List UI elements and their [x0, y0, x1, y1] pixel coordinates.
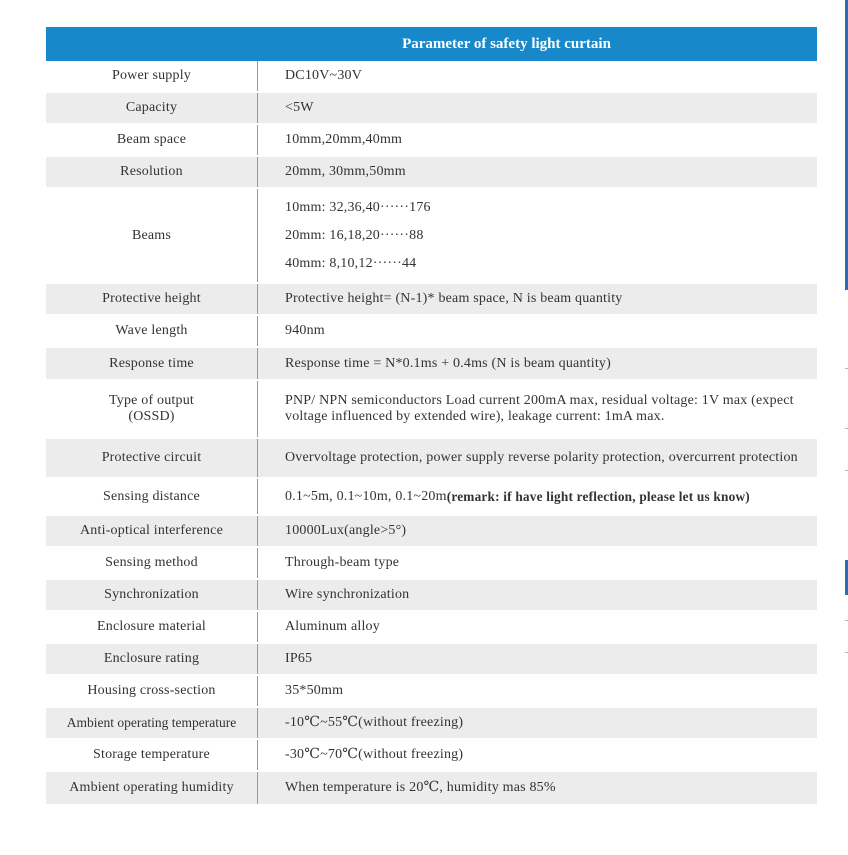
- row-label: Protective height: [46, 284, 258, 314]
- row-value: Protective height= (N-1)* beam space, N is beam quantity: [285, 291, 623, 306]
- row-value: [258, 439, 817, 477]
- row-label: Anti-optical interference: [46, 516, 258, 546]
- table-row: [46, 316, 817, 348]
- table-row: [46, 125, 817, 157]
- row-label: Housing cross-section: [46, 676, 258, 706]
- table-row: [46, 612, 817, 644]
- row-label: Resolution: [46, 157, 258, 187]
- row-label: Response time: [46, 348, 258, 379]
- row-label: Synchronization: [46, 580, 258, 610]
- row-value: Through-beam type: [285, 555, 400, 570]
- row-label: Protective circuit: [46, 439, 258, 477]
- table-row: [46, 479, 817, 516]
- row-label: Power supply: [46, 61, 258, 91]
- row-value-text: Overvoltage protection, power supply reverse polarity protection, overcurrent protection: [285, 450, 798, 465]
- row-label: Enclosure rating: [46, 644, 258, 674]
- row-value: 10mm,20mm,40mm: [285, 132, 403, 147]
- row-value: 940nm: [285, 323, 325, 338]
- row-value: Response time = N*0.1ms + 0.4ms (N is beam quantity): [285, 355, 611, 371]
- row-value: [258, 479, 817, 514]
- spec-table: [46, 27, 817, 806]
- row-label: Enclosure material: [46, 612, 258, 642]
- row-value: [258, 189, 817, 282]
- row-value: [258, 381, 817, 437]
- table-row: [46, 772, 817, 806]
- table-row: [46, 157, 817, 189]
- table-row: [46, 348, 817, 381]
- table-row: [46, 189, 817, 284]
- row-label: Wave length: [46, 316, 258, 346]
- row-value: IP65: [285, 651, 313, 666]
- table-row: [46, 439, 817, 479]
- row-value: <5W: [285, 100, 314, 115]
- table-row: [46, 93, 817, 125]
- row-label: Beam space: [46, 125, 258, 155]
- row-label: Beams: [46, 189, 258, 282]
- row-value: DC10V~30V: [285, 68, 363, 83]
- beam-line: 40mm: 8,10,12······44: [285, 255, 417, 271]
- beam-line: 20mm: 16,18,20······88: [285, 227, 424, 243]
- row-value-text: 0.1~5m, 0.1~10m, 0.1~20m: [285, 488, 447, 504]
- row-value: 20mm, 30mm,50mm: [285, 164, 406, 179]
- table-row: [46, 61, 817, 93]
- table-title: Parameter of safety light curtain: [46, 27, 817, 61]
- table-row: [46, 284, 817, 316]
- row-value: Aluminum alloy: [285, 619, 380, 634]
- table-row: [46, 708, 817, 740]
- row-value: 10000Lux(angle>5°): [285, 523, 407, 538]
- row-label: Sensing distance: [46, 479, 258, 514]
- table-row: [46, 676, 817, 708]
- row-label: Storage temperature: [46, 740, 258, 770]
- row-value: 35*50mm: [285, 683, 344, 698]
- row-label: Ambient operating humidity: [46, 772, 258, 804]
- table-row: [46, 580, 817, 612]
- table-row: [46, 740, 817, 772]
- beam-line: 10mm: 32,36,40······176: [285, 199, 431, 215]
- row-value: Wire synchronization: [285, 587, 410, 602]
- row-label: Ambient operating temperature: [46, 708, 258, 738]
- row-value: -30℃~70℃(without freezing): [285, 747, 464, 762]
- table-row: [46, 381, 817, 439]
- sensing-remark: (remark: if have light reflection, please let us know): [446, 488, 750, 504]
- row-label-line: (OSSD): [128, 409, 175, 424]
- table-row: [46, 644, 817, 676]
- row-value: When temperature is 20℃, humidity mas 85%: [285, 780, 556, 795]
- row-label-line: Type of output: [108, 393, 195, 408]
- row-value-text: PNP/ NPN semiconductors Load current 200mA max, residual voltage: 1V max (expect voltage influenced by extended wire), leakage current: 1mA max.: [285, 393, 794, 424]
- table-row: [46, 548, 817, 580]
- row-label: Capacity: [46, 93, 258, 123]
- table-row: [46, 516, 817, 548]
- row-value: -10℃~55℃(without freezing): [285, 715, 464, 730]
- row-label: Sensing method: [46, 548, 258, 578]
- row-label: [46, 381, 258, 437]
